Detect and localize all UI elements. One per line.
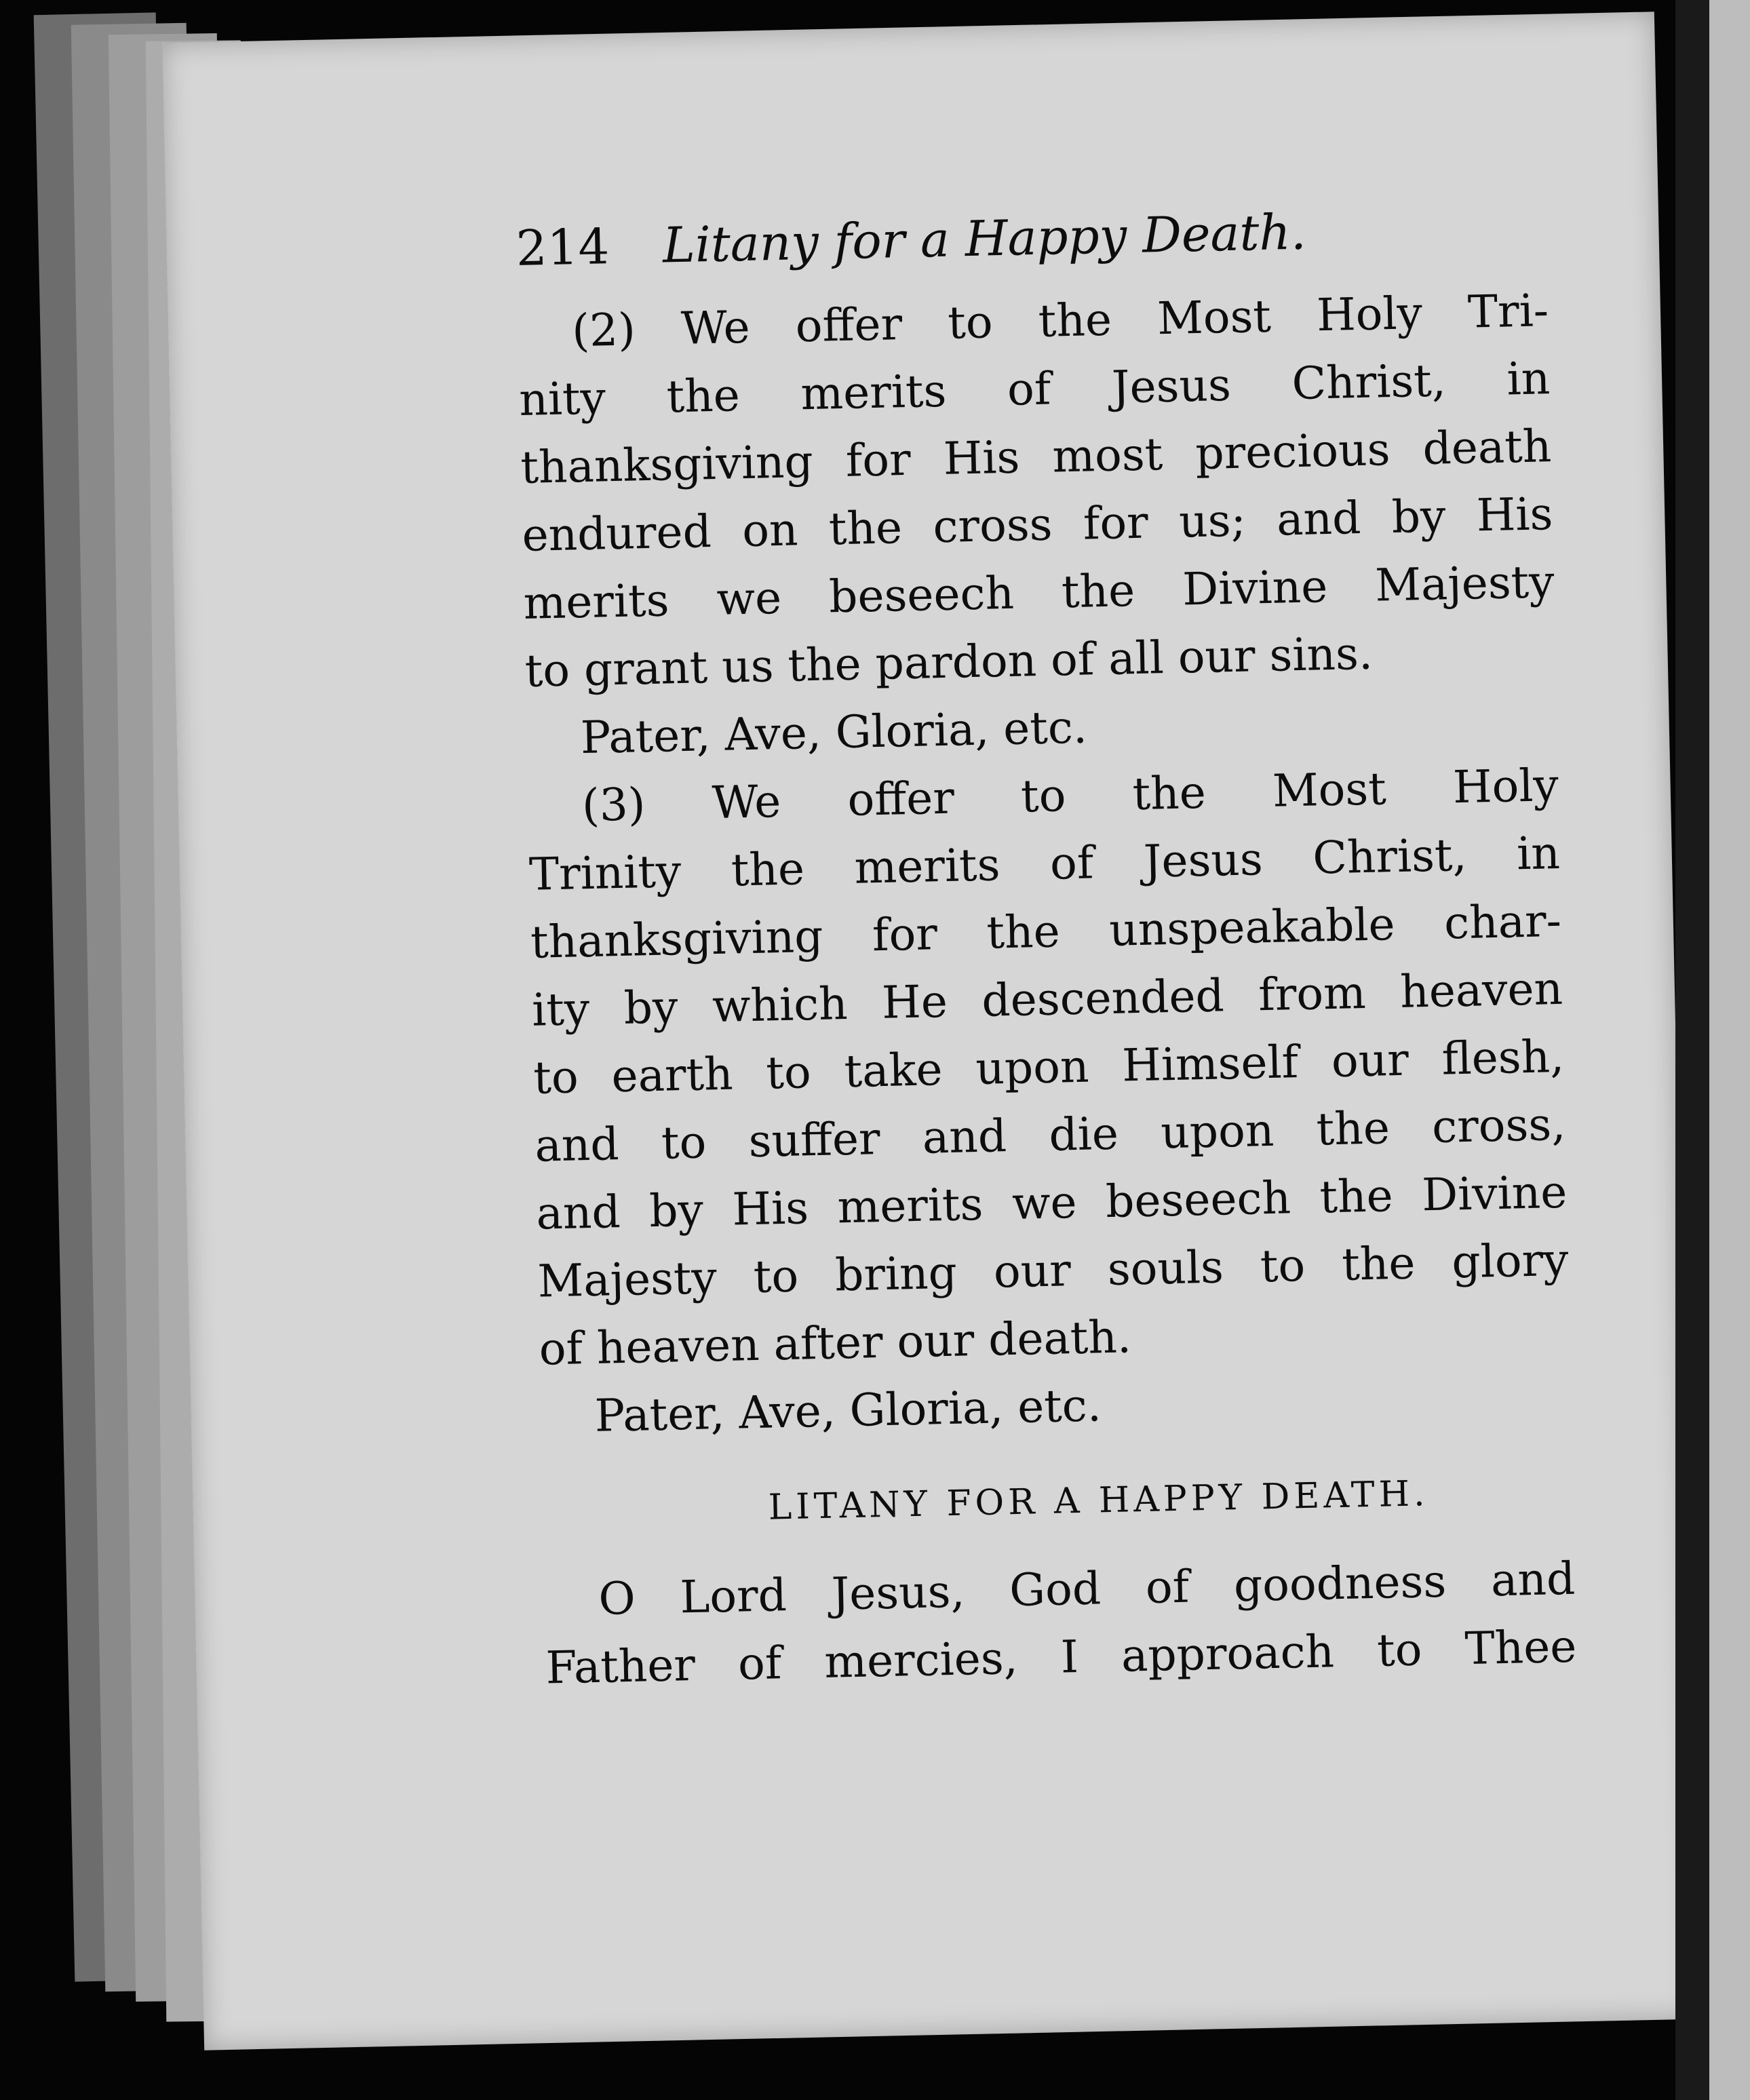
text-line: and to suffer and die upon the cross, <box>534 1097 1566 1172</box>
text-line: Father of mercies, I approach to Thee <box>545 1620 1578 1694</box>
litany-opening <box>543 1545 1577 1703</box>
page-content <box>516 202 1577 1702</box>
text-line: Majesty to bring our souls to the glory <box>537 1233 1570 1308</box>
text-line: nity the merits of Jesus Christ, in <box>518 352 1551 426</box>
text-line: (2) We offer to the Most Holy Tri- <box>571 284 1549 357</box>
text-line: merits we beseech the Divine Majesty <box>522 556 1555 629</box>
text-line: thanksgiving for the unspeakable char- <box>530 894 1562 969</box>
prayer-line: Pater, Ave, Gloria, etc. <box>594 1379 1102 1442</box>
section-heading: LITANY FOR A HAPPY DEATH. <box>768 1473 1430 1528</box>
text-line: and by His merits we beseech the Divine <box>535 1165 1568 1240</box>
paragraph-3 <box>527 752 1571 1384</box>
text-line: ity by which He descended from heaven <box>531 962 1563 1036</box>
page-number: 214 <box>515 218 610 277</box>
paragraph-2 <box>517 277 1556 705</box>
text-line: Trinity the merits of Jesus Christ, in <box>528 826 1561 901</box>
text-line: thanksgiving for His most precious death <box>520 420 1553 494</box>
facing-page-edge <box>1709 0 1750 2100</box>
text-line: of heaven after our death. <box>538 1310 1132 1376</box>
text-line: to grant us the pardon of all our sins. <box>524 627 1374 697</box>
running-title: Litany for a Happy Death. <box>662 203 1307 274</box>
text-line: to earth to take upon Himself our flesh, <box>532 1030 1565 1104</box>
text-line: endured on the cross for us; and by His <box>521 488 1554 562</box>
text-line: O Lord Jesus, God of goodness and <box>598 1552 1576 1625</box>
text-line: (3) We offer to the Most Holy <box>581 758 1559 832</box>
prayer-line: Pater, Ave, Gloria, etc. <box>580 701 1088 764</box>
